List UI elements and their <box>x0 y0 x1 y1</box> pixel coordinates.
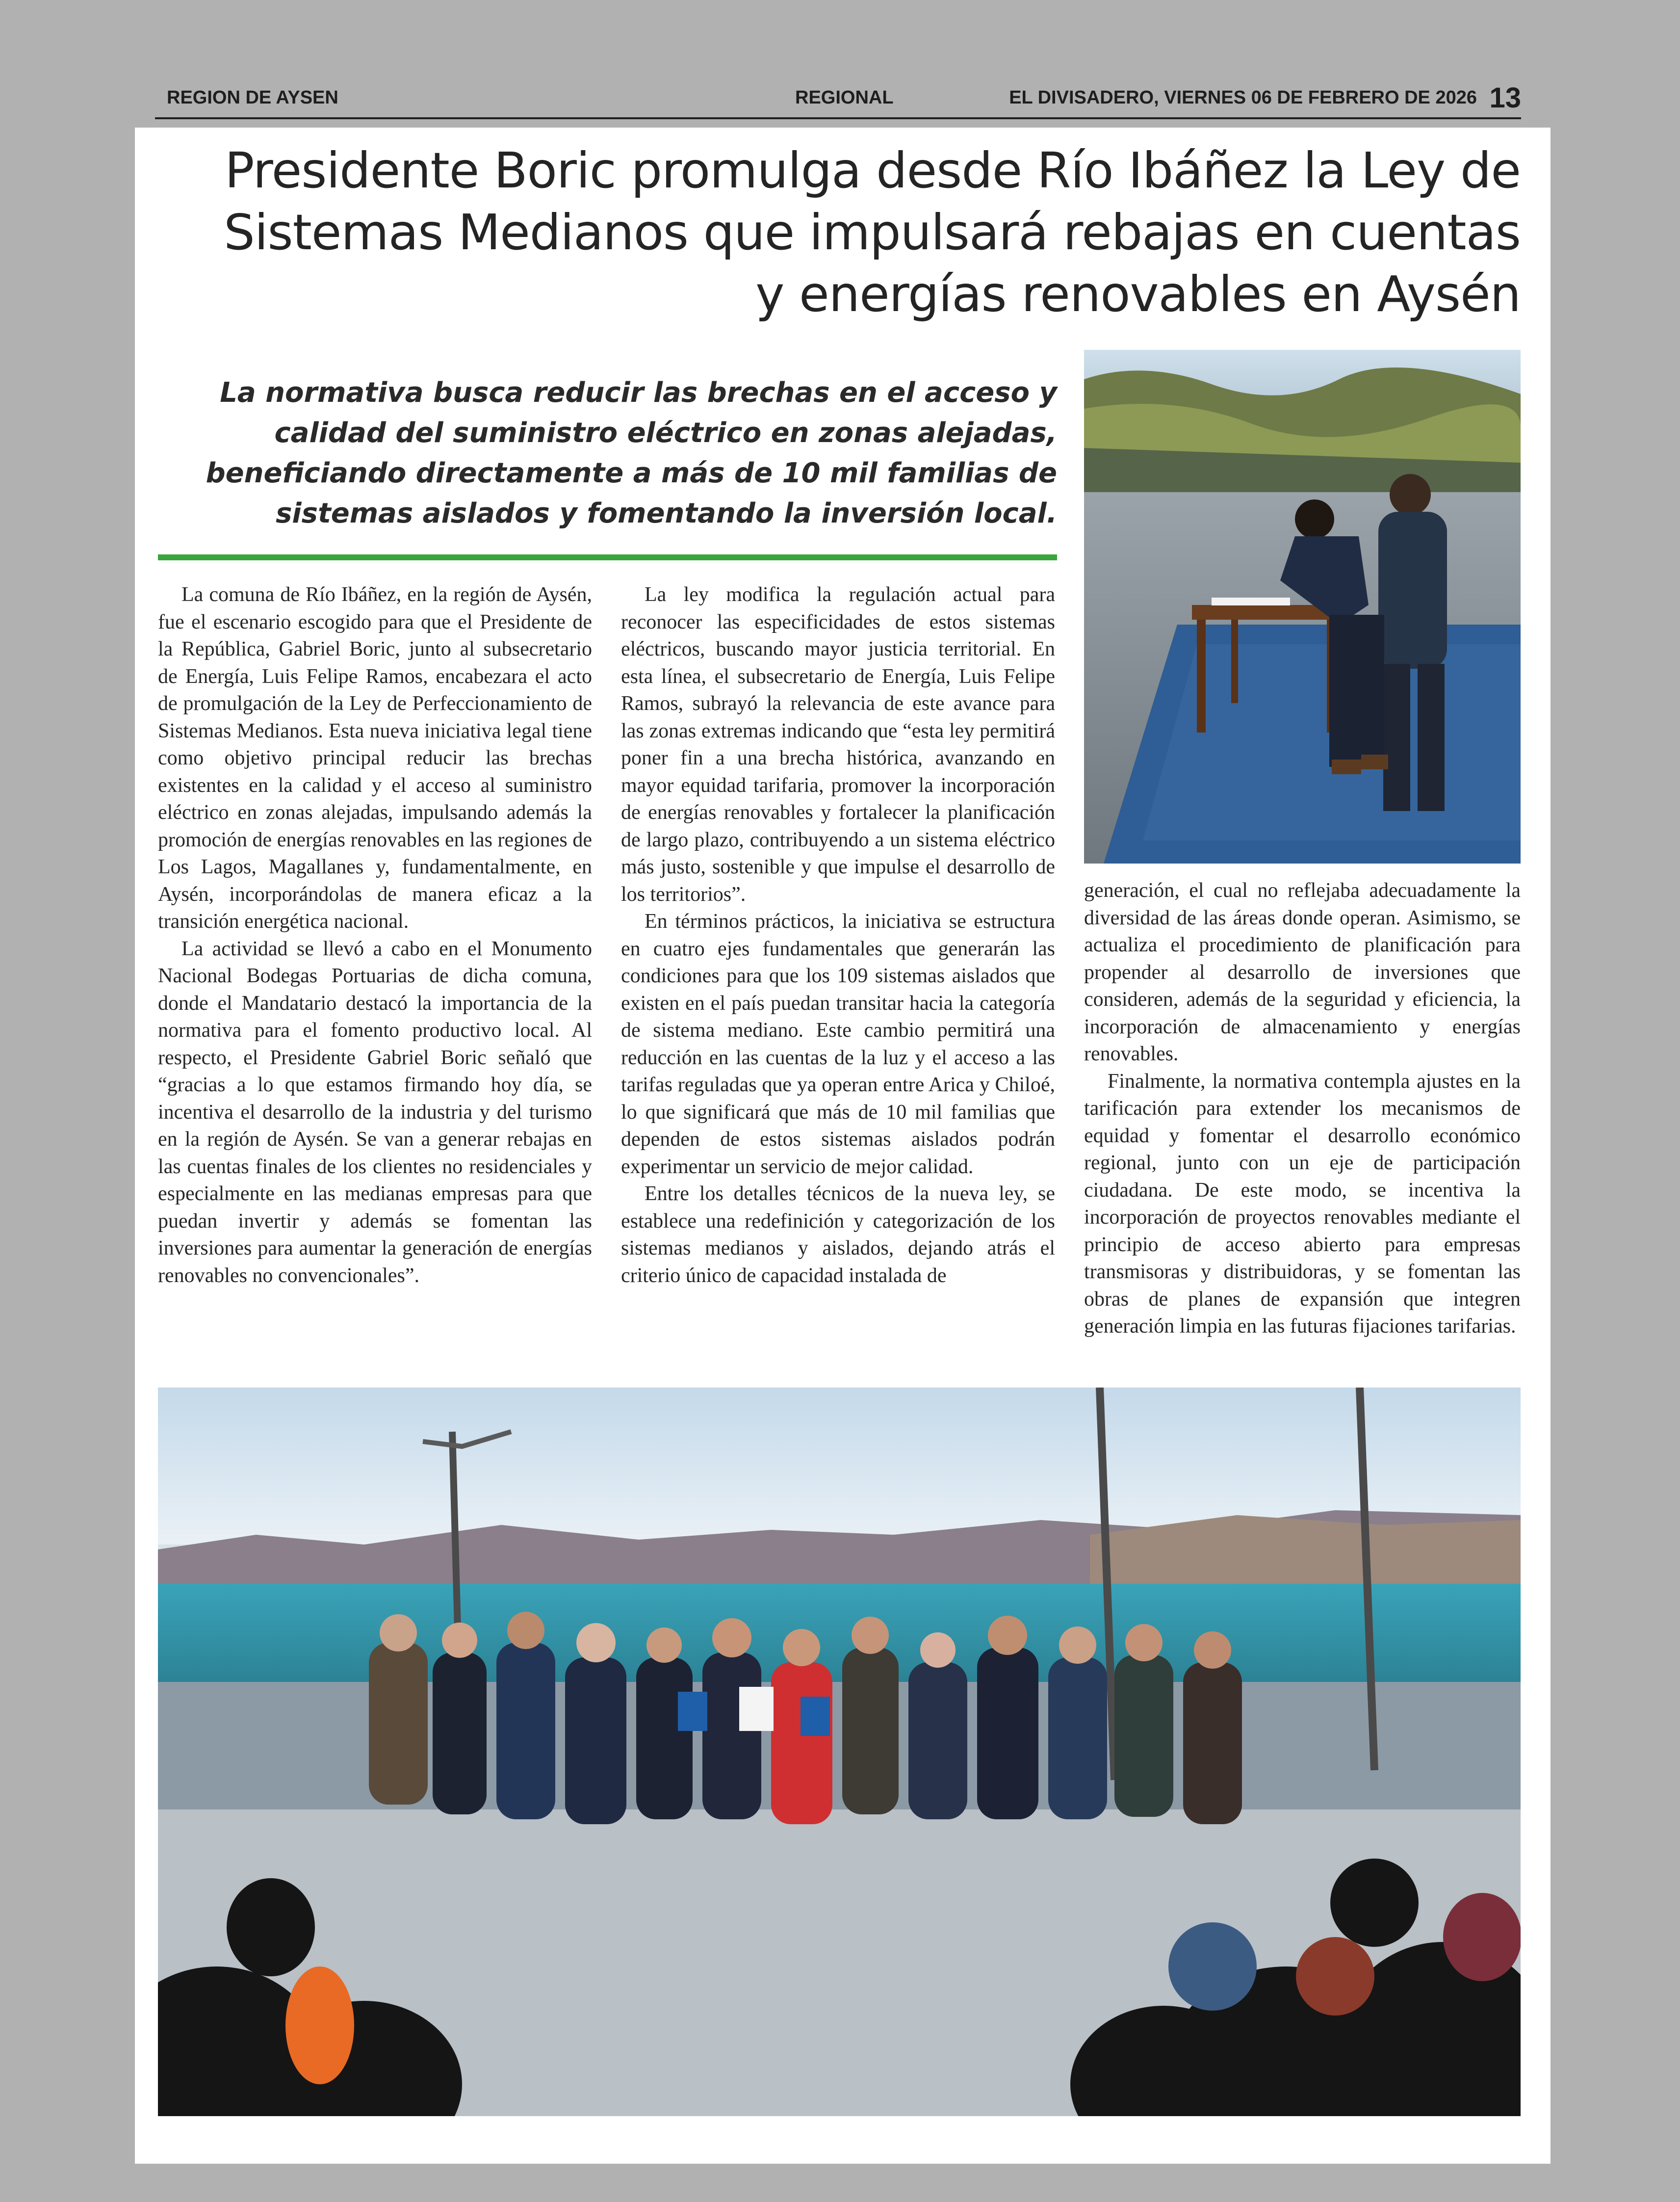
dateline: EL DIVISADERO, VIERNES 06 DE FEBRERO DE 2026 <box>1009 87 1477 108</box>
lead-divider <box>158 554 1057 560</box>
paragraph: La comuna de Río Ibáñez, en la región de Aysén, fue el escenario escogido para que el Presidente de la República, Gabriel Boric, junto al subsecretario de Energía, Luis Felipe Ramos, encabezara el acto de promulgación de la Ley de Perfeccionamiento de Sistemas Medianos. Esta nueva iniciativa legal tiene como objetivo principal reducir las brechas existentes en la calidad y el acceso al suministro eléctrico en zonas alejadas, impulsando además la promoción de energías renovables en las regiones de Los Lagos, Magallanes y, fundamentalmente, en Aysén, incorporándolas de manera eficaz a la transición energética nacional. <box>158 583 592 933</box>
section-category: REGIONAL <box>795 87 894 108</box>
article-column-3 <box>1084 877 1521 1368</box>
paragraph: Entre los detalles técnicos de la nueva ley, se establece una redefinición y categorización de los sistemas medianos y aislados, dejando atrás el criterio único de capacidad instalada de <box>621 1182 1055 1287</box>
article-column-1 <box>158 581 592 1366</box>
section-name: REGION DE AYSEN <box>167 87 338 108</box>
page-number: 13 <box>1489 82 1521 114</box>
paragraph: Finalmente, la normativa contempla ajustes en la tarificación para extender los mecanismos de equidad y fomentar el desarrollo económico regional, junto con un eje de participación ciudadana. De este modo, se incentiva la incorporación de proyectos renovables mediante el principio de acceso abierto para empresas transmisoras y distribuidoras, y se fomentan las obras de planes de expansión que integren generación limpia en las futuras fijaciones tarifarias. <box>1084 1070 1521 1337</box>
header-rule <box>155 117 1521 119</box>
paragraph: La ley modifica la regulación actual para reconocer las especificidades de estos sistemas eléctricos, buscando mayor justicia territorial. En esta línea, el subsecretario de Energía, Luis Felipe Ramos, subrayó la relevancia de este avance para las zonas extremas indicando que “esta ley permitirá poner fin a una brecha histórica, avanzando en mayor equidad tarifaria, promover la incorporación de energías renovables y fortalecer la planificación de largo plazo, contribuyendo a un sistema eléctrico más justo, sostenible y que impulse el desarrollo de los territorios”. <box>621 583 1055 906</box>
page-header <box>155 82 1521 119</box>
paragraph: La actividad se llevó a cabo en el Monumento Nacional Bodegas Portuarias de dicha comuna, donde el Mandatario destacó la importancia de la normativa para el fomento productivo local. Al respecto, el Presidente Gabriel Boric señaló que “gracias a lo que estamos firmando hoy día, se incentiva el desarrollo de la industria y del turismo en la región de Aysén. Se van a generar rebajas en las cuentas finales de los clientes no residenciales y especialmente en las medianas empresas para que puedan invertir y además se fomentan las inversiones para aumentar la generación de energías renovables no convencionales”. <box>158 937 592 1287</box>
paragraph: generación, el cual no reflejaba adecuadamente la diversidad de las áreas donde operan. Asimismo, se actualiza el procedimiento de planificación para propender al desarrollo de inversiones que consideren, además de la seguridad y eficiencia, la incorporación de almacenamiento y energías renovables. <box>1084 879 1521 1065</box>
group-event-photo <box>158 1388 1521 2116</box>
article-column-2 <box>621 581 1055 1371</box>
article-lead: La normativa busca reducir las brechas en el acceso y calidad del suministro eléctrico en zonas alejadas, beneficiando directamente a más de 10 mil familias de sistemas aislados y fomentando la inversión local. <box>206 377 1057 529</box>
signing-photo <box>1084 350 1521 864</box>
paragraph: En términos prácticos, la iniciativa se estructura en cuatro ejes fundamentales que generarán las condiciones para que los 109 sistemas aislados que existen en el país puedan transitar hacia la categoría de sistema mediano. Este cambio permitirá una reducción en las cuentas de la luz y el acceso a las tarifas reguladas que ya operan entre Arica y Chiloé, lo que significará que más de 10 mil familias que dependen de estos sistemas aislados podrán experimentar un servicio de mejor calidad. <box>621 910 1055 1178</box>
article-headline: Presidente Boric promulga desde Río Ibáñez la Ley de Sistemas Medianos que impulsará rebajas en cuentas y energías renovables en Aysén <box>224 142 1521 323</box>
